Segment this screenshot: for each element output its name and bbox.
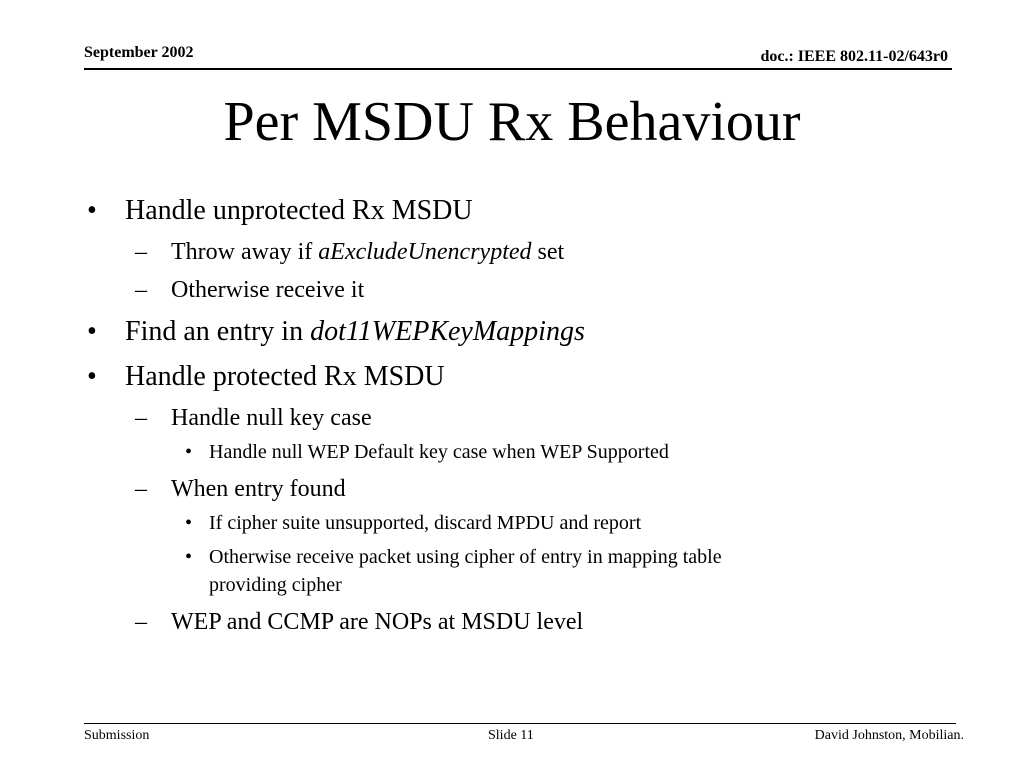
sub-sub-bullet-item — [185, 510, 642, 536]
sub-bullet-text-pre: Throw away if — [171, 239, 319, 265]
sub-bullet-item — [135, 276, 365, 304]
sub-sub-bullet-text: Otherwise receive packet using cipher of entry in mapping table — [209, 546, 722, 568]
dash-marker: – — [135, 405, 147, 431]
sub-bullet-item — [135, 238, 565, 266]
sub-bullet-text-emphasis: aExcludeUnencrypted — [318, 239, 532, 265]
bullet-marker: • — [185, 512, 193, 534]
sub-bullet-text: When entry found — [171, 476, 346, 502]
bullet-text: Handle unprotected Rx MSDU — [125, 195, 473, 226]
footer-submission: Submission — [84, 728, 150, 743]
sub-bullet-text: WEP and CCMP are NOPs at MSDU level — [171, 609, 584, 635]
bullet-marker: • — [87, 316, 97, 347]
dash-marker: – — [135, 609, 147, 635]
sub-bullet-text: Otherwise receive it — [171, 277, 365, 303]
bullet-item — [87, 315, 585, 349]
bullet-item — [87, 360, 445, 394]
footer-author: David Johnston, Mobilian. — [814, 728, 964, 743]
footer-slide-number: Slide 11 — [488, 728, 534, 743]
bullet-item — [87, 194, 473, 228]
bullet-text: Handle protected Rx MSDU — [125, 361, 445, 392]
sub-sub-bullet-text: Handle null WEP Default key case when WEP Supported — [209, 441, 669, 463]
sub-bullet-item — [135, 475, 346, 503]
bullet-marker: • — [185, 546, 193, 568]
bullet-text-emphasis: dot11WEPKeyMappings — [310, 316, 585, 347]
sub-bullet-item — [135, 404, 372, 432]
sub-sub-bullet-item — [185, 544, 722, 570]
header-date: September 2002 — [84, 44, 194, 61]
dash-marker: – — [135, 277, 147, 303]
sub-sub-bullet-text: If cipher suite unsupported, discard MPDU and report — [209, 512, 642, 534]
bullet-marker: • — [87, 361, 97, 392]
sub-bullet-item — [135, 608, 584, 636]
sub-sub-bullet-text: providing cipher — [209, 574, 342, 596]
header-doc-id: doc.: IEEE 802.11-02/643r0 — [760, 48, 948, 65]
dash-marker: – — [135, 239, 147, 265]
sub-bullet-text-post: set — [531, 239, 565, 265]
bullet-marker: • — [87, 195, 97, 226]
bullet-marker: • — [185, 441, 193, 463]
footer-divider — [84, 723, 956, 724]
sub-sub-bullet-continuation — [209, 572, 342, 598]
sub-sub-bullet-item — [185, 439, 669, 465]
bullet-text-pre: Find an entry in — [125, 316, 311, 347]
sub-bullet-text: Handle null key case — [171, 405, 372, 431]
slide-title: Per MSDU Rx Behaviour — [223, 91, 801, 153]
dash-marker: – — [135, 476, 147, 502]
